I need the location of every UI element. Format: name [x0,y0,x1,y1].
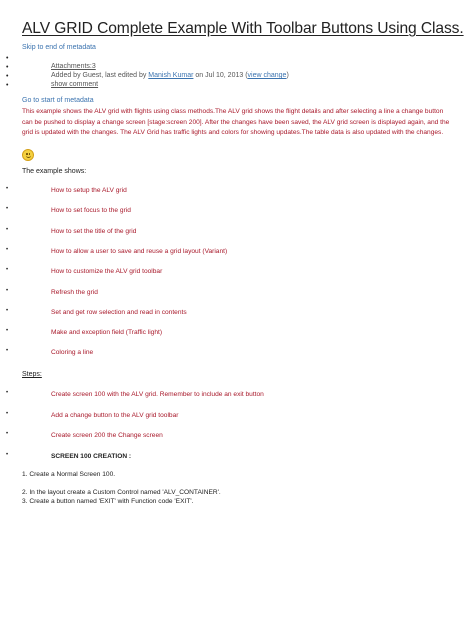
go-to-start-link[interactable]: Go to start of metadata [22,97,94,104]
example-list-item: Coloring a line [51,349,94,357]
example-list-item: Set and get row selection and read in contents [51,308,187,316]
list-bullet: • [6,186,9,192]
steps-heading: Steps: [22,371,42,378]
meta-bullet: • [6,55,9,62]
editor-link[interactable]: Manish Kumar [148,72,194,79]
list-bullet: • [6,267,9,274]
close-paren: ) [286,72,289,79]
description-paragraph: This example shows the ALV grid with flights using class methods.The ALV grid shows the flight details and after selecting a line a change button can be pushed to display a change screen [stage:screen 200]. After the changes have been saved, the ALV grid screen is displayed again, and the grid is updated with the changes. The ALV Grid has traffic lights and colors for showing updates.The table data is also updated with the changes. [22,108,450,137]
list-bullet: • [6,246,9,253]
steps-list-item: Add a change button to the ALV grid toolbar [51,411,179,419]
example-list-item: How to setup the ALV grid [51,187,127,194]
example-list-item: How to customize the ALV grid toolbar [51,268,163,276]
meta-bullet: • [6,73,9,80]
edited-on-text: on Jul 10, 2013 ( [193,72,248,79]
list-bullet: • [6,410,9,417]
attachments-link[interactable]: Attachments:3 [51,63,96,70]
example-list-item: Refresh the grid [51,288,98,296]
example-heading: The example shows: [22,168,87,175]
list-bullet: • [6,206,9,213]
steps-list-item: SCREEN 100 CREATION : [51,452,132,460]
list-bullet: • [6,226,9,233]
numbered-step: 3. Create a button named 'EXIT' with Function code 'EXIT'. [22,498,194,505]
list-bullet: • [6,390,9,396]
smiley-icon [22,149,34,161]
example-list-item: How to set the title of the grid [51,227,137,235]
example-list-item: Make and exception field (Traffic light) [51,329,163,337]
skip-to-end-link[interactable]: Skip to end of metadata [22,44,96,51]
list-bullet: • [6,307,9,314]
example-list-item: How to allow a user to save and reuse a grid layout (Variant) [51,247,228,255]
list-bullet: • [6,348,9,355]
edit-info [51,72,289,79]
steps-list-item: Create screen 100 with the ALV grid. Remember to include an exit button [51,391,264,398]
numbered-step: 2. In the layout create a Custom Control named 'ALV_CONTAINER'. [22,489,221,496]
list-bullet: • [6,287,9,294]
meta-bullet: • [6,64,9,71]
page-title: ALV GRID Complete Example With Toolbar Buttons Using Class. [22,20,464,37]
list-bullet: • [6,328,9,335]
view-change-link[interactable]: view change [247,72,287,79]
show-comment-link[interactable]: show comment [51,81,99,88]
meta-bullet: • [6,82,9,89]
numbered-step: 1. Create a Normal Screen 100. [22,471,116,478]
added-by-text: Added by Guest, last edited by [51,72,149,79]
steps-list-item: Create screen 200 the Change screen [51,432,163,439]
list-bullet: • [6,431,9,437]
example-list-item: How to set focus to the grid [51,207,131,215]
list-bullet: • [6,451,9,458]
